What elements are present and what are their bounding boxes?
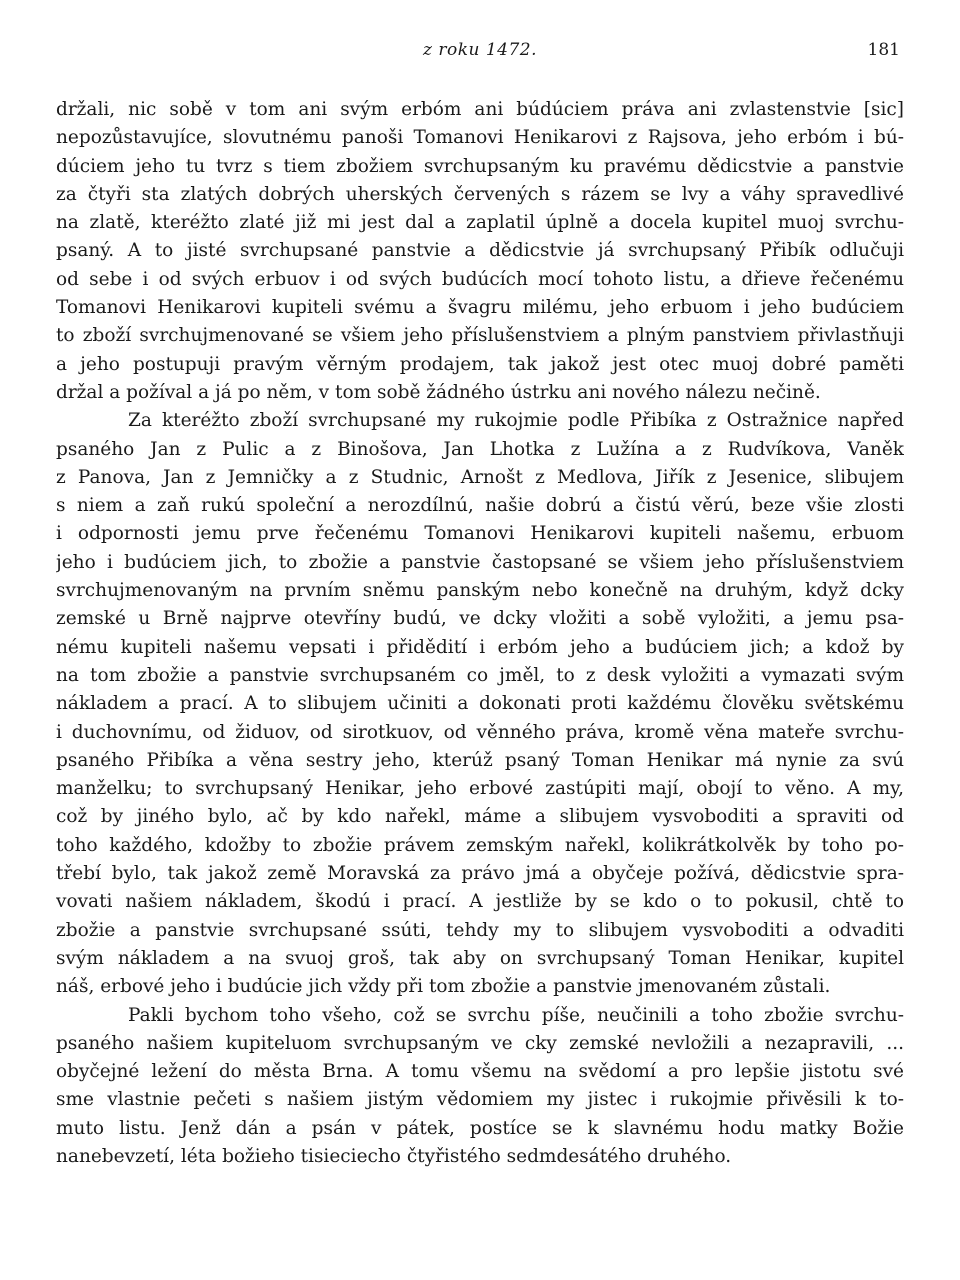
text-line: Pakli bychom toho všeho, což se svrchu píše, neučinili a toho zbožie svrchu-: [128, 1004, 904, 1026]
text-line: i duchovnímu, od židuov, od sirotkuov, od věnného práva, kromě věna mateře svrchu-: [56, 721, 904, 743]
text-line: nanebevzetí, léta božieho tisieciecho čtyřistého sedmdesátého druhého.: [56, 1145, 732, 1167]
text-line: a jeho postupuji pravým věrným prodajem, tak jakož jest otec muoj dobré paměti: [56, 353, 904, 375]
paragraph: [56, 1002, 904, 1172]
text-line: Za kteréžto zboží svrchupsané my rukojmie podle Přibíka z Ostražnice napřed: [128, 410, 904, 432]
page-number: 181: [867, 40, 900, 60]
text-line: psaný. A to jisté svrchupsané panstvie a dědicstvie já svrchupsaný Přibík odlučuji: [56, 240, 904, 262]
text-line: sme vlastnie pečeti s našiem jistým vědomiem my jistec i rukojmie přivěsili k to-: [56, 1089, 904, 1111]
text-line: od sebe i od svých erbuov i od svých budúcích mocí tohoto listu, a dřieve řečenému: [56, 268, 904, 290]
text-line: nákladem a prací. A to slibujem učiniti a dokonati proti každému člověku světskému: [56, 693, 904, 715]
text-line: muto listu. Jenž dán a psán v pátek, postíce se k slavnému hodu matky Božie: [56, 1117, 904, 1139]
running-head: z roku 1472.: [422, 40, 538, 60]
text-line: na tom zbožie a panstvie svrchupsaném co jměl, to z desk vyložiti a vymazati svým: [56, 664, 904, 686]
text-line: Tomanovi Henikarovi kupiteli svému a švagru milému, jeho erbuom i jeho budúciem: [56, 297, 904, 319]
text-line: z Panova, Jan z Jemničky a z Studnic, Arnošt z Medlova, Jiřík z Jesenice, slibujem: [56, 466, 904, 488]
text-line: na zlatě, kteréžto zlaté již mi jest dal a zaplatil úplně a docela kupitel muoj svrchu-: [56, 212, 904, 234]
text-line: zbožie a panstvie svrchupsané ssúti, tehdy my to slibujem vysvoboditi a odvaditi: [56, 919, 904, 941]
text-line: nému kupiteli našemu vepsati i přidědití i erbóm jeho a budúciem jich; a kdož by: [56, 636, 904, 658]
document-page: [56, 40, 904, 1171]
text-line: jeho i budúciem jich, to zbožie a panstvie častopsané se všiem jeho příslušenstviem: [56, 551, 904, 573]
text-line: psaného Jan z Pulic a z Binošova, Jan Lhotka z Lužína a z Rudvíkova, Vaněk: [56, 438, 904, 460]
text-line: za čtyři sta zlatých dobrých uherských červených s rázem se lvy a váhy spravedlivé: [56, 183, 904, 205]
paragraph: [56, 96, 904, 407]
text-line: manželku; to svrchupsaný Henikar, jeho erbové zastúpiti mají, obojí to věno. A my,: [56, 778, 904, 800]
text-line: psaného Přibíka a věna sestry jeho, kterúž psaný Toman Henikar má nynie za svú: [56, 749, 904, 771]
text-line: s niem a zaň rukú společní a nerozdílnú, našie dobrú a čistú věrú, beze všie zlosti: [56, 495, 904, 517]
text-line: obyčejné ležení do města Brna. A tomu všemu na svědomí a pro lepšie jistotu své: [56, 1061, 904, 1083]
text-line: což by jiného bylo, ač by kdo nařekl, máme a slibujem vysvoboditi a spraviti od: [56, 806, 904, 828]
text-line: svým nákladem a na svuoj groš, tak aby on svrchupsaný Toman Henikar, kupitel: [56, 947, 904, 969]
text-line: náš, erbové jeho i budúcie jich vždy při tom zbožie a panstvie jmenovaném zůstali.: [56, 976, 831, 998]
body-text: [56, 96, 904, 1171]
text-line: nepozůstavujíce, slovutnému panoši Tomanovi Henikarovi z Rajsova, jeho erbóm i bú-: [56, 127, 904, 149]
paragraph: [56, 407, 904, 1001]
text-line: psaného našiem kupiteluom svrchupsaným ve cky zemské nevložili a nezapravili, ...: [56, 1032, 904, 1054]
text-line: vovati našiem nákladem, škodú i prací. A jestliže by se kdo o to pokusil, chtě to: [56, 891, 904, 913]
text-line: toho každého, kdožby to zbožie právem zemským nařekl, kolikrátkolvěk by toho po-: [56, 834, 904, 856]
text-line: i odpornosti jemu prve řečenému Tomanovi Henikarovi kupiteli našemu, erbuom: [56, 523, 904, 545]
text-line: držal a požíval a já po něm, v tom sobě žádného ústrku ani nového nálezu nečině.: [56, 381, 821, 403]
text-line: zemské u Brně najprve otevříny budú, ve dcky vložiti a sobě vyložiti, a jemu psa-: [56, 608, 904, 630]
text-line: dúciem jeho tu tvrz s tiem zbožiem svrchupsaným ku pravému dědicstvie a panstvie: [56, 155, 904, 177]
text-line: to zboží svrchujmenované se všiem jeho příslušenstviem a plným panstviem přivlastňuji: [56, 325, 904, 347]
text-line: svrchujmenovaným na prvním sněmu panským nebo konečně na druhým, když dcky: [56, 580, 904, 602]
text-line: třebí bylo, tak jakož země Moravská za právo jmá a obyčeje požívá, dědicstvie spra-: [56, 863, 904, 885]
page-header: [56, 40, 904, 74]
text-line: držali, nic sobě v tom ani svým erbóm ani búdúciem práva ani zvlastenstvie [sic]: [56, 99, 904, 120]
